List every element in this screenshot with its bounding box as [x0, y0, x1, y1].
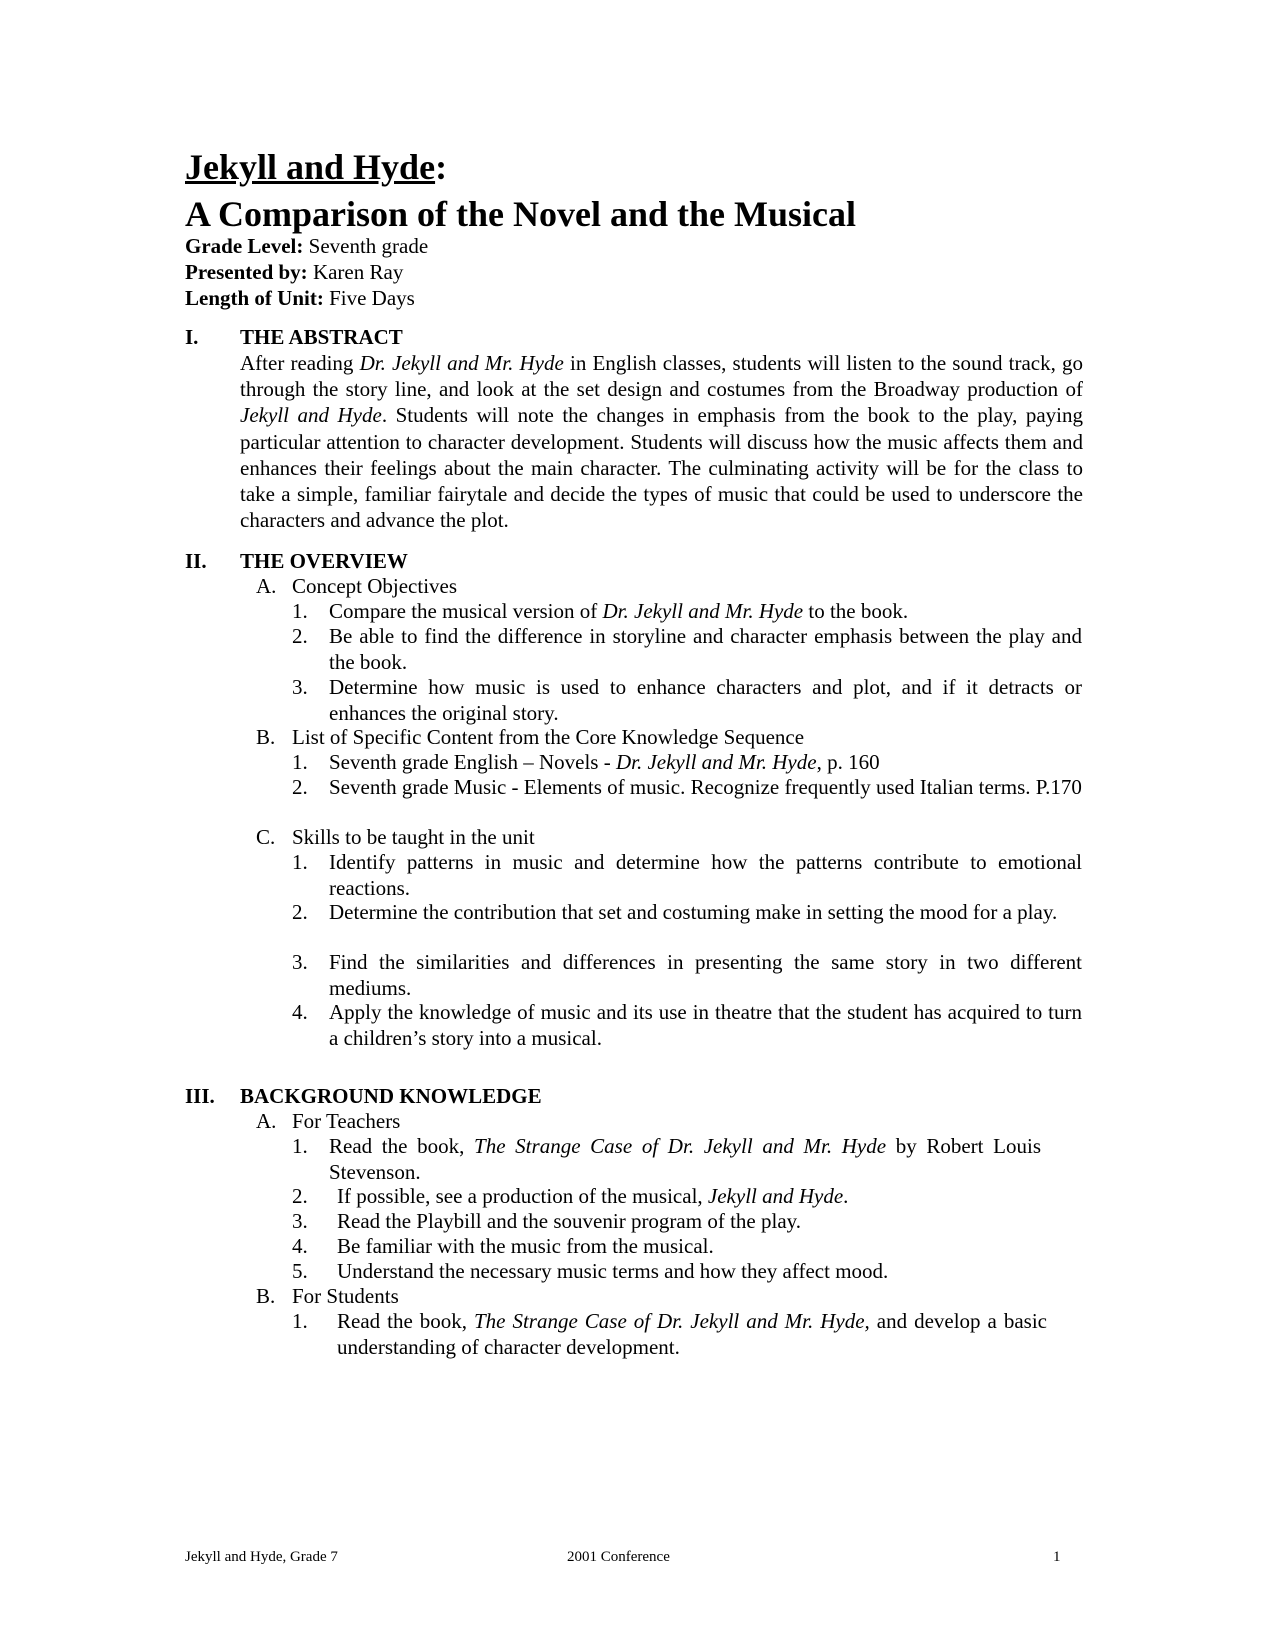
list-text: Be able to find the difference in storyline and character emphasis between the play and the book.	[329, 624, 1082, 674]
list-text-italic: Jekyll and Hyde	[707, 1184, 844, 1208]
overview-c-title: Skills to be taught in the unit	[292, 825, 535, 849]
list-item	[292, 1258, 1082, 1284]
list-number: 2.	[292, 900, 308, 924]
list-number: 2.	[292, 624, 308, 648]
list-text: Read the Playbill and the souvenir program of the play.	[337, 1209, 802, 1233]
length-value: Five Days	[329, 286, 415, 310]
presenter-label: Presented by:	[185, 260, 308, 284]
footer-left: Jekyll and Hyde, Grade 7	[185, 1549, 338, 1565]
list-number: 5.	[292, 1259, 308, 1283]
list-item	[292, 749, 1082, 775]
overview-a-title: Concept Objectives	[292, 574, 458, 598]
list-text: Understand the necessary music terms and how they affect mood.	[337, 1259, 889, 1283]
list-text-part: Compare the musical version of	[329, 599, 603, 623]
list-text-part: and develop a basic understanding of character development.	[337, 1309, 1047, 1359]
footer-center: 2001 Conference	[567, 1549, 670, 1565]
list-text-part: to the book.	[803, 599, 909, 623]
list-text	[337, 1183, 1082, 1209]
background-b-title: For Students	[292, 1284, 399, 1308]
list-number: 2.	[292, 775, 308, 799]
background-a-title: For Teachers	[292, 1109, 401, 1133]
overview-a-label: A.	[256, 574, 277, 598]
list-item	[292, 999, 1082, 1051]
list-item	[292, 598, 1082, 624]
abstract-title-italic-1: Dr. Jekyll and Mr. Hyde	[359, 351, 564, 375]
abstract-text-2: in English classes, students will listen to the sound track, go through the story line, and look at the set design and costumes from the Broadway production of	[240, 351, 1083, 402]
section-numeral-abstract: I.	[185, 325, 199, 349]
list-text-part: Seventh grade English – Novels -	[329, 750, 616, 774]
length-label: Length of Unit:	[185, 286, 324, 310]
section-heading-background: BACKGROUND KNOWLEDGE	[240, 1084, 542, 1108]
grade-level-label: Grade Level:	[185, 234, 304, 258]
presenter-value: Karen Ray	[312, 260, 404, 284]
document-subtitle: A Comparison of the Novel and the Musical	[185, 194, 857, 234]
title-colon: :	[435, 147, 448, 187]
list-number: 1.	[292, 1134, 308, 1158]
section-heading-abstract: THE ABSTRACT	[240, 325, 403, 349]
list-item	[292, 674, 1082, 726]
list-number: 4.	[292, 1234, 308, 1258]
title-underlined: Jekyll and Hyde	[185, 147, 436, 187]
document-title	[185, 145, 447, 189]
abstract-title-italic-2: Jekyll and Hyde	[240, 403, 382, 428]
list-text: Determine how music is used to enhance characters and plot, and if it detracts or enhances the original story.	[329, 675, 1082, 725]
list-text-part: Read the book,	[337, 1309, 474, 1333]
list-text-part: , p. 160	[816, 750, 880, 774]
list-item	[292, 1133, 1082, 1185]
list-item	[292, 849, 1082, 901]
grade-level-line	[185, 233, 428, 259]
list-text	[329, 749, 1082, 775]
list-text: Be familiar with the music from the musical.	[337, 1234, 714, 1258]
list-text-italic: Dr. Jekyll and Mr. Hyde	[615, 750, 817, 774]
abstract-text-3: . Students will note the changes in emphasis from the book to the play, paying particular attention to character development. Students will discuss how the music affects them and enhances their feelings about the main character. The culminating activity will be for the class to take a simple, familiar fairytale and decide the types of music that could be used to underscore the characters and advance the plot.	[240, 403, 1083, 533]
list-text-italic: Dr. Jekyll and Mr. Hyde	[602, 599, 804, 623]
background-a-label: A.	[256, 1109, 277, 1133]
list-text-italic: The Strange Case of Dr. Jekyll and Mr. Hyde	[474, 1134, 887, 1158]
list-item	[292, 1233, 1082, 1259]
list-text: Identify patterns in music and determine how the patterns contribute to emotional reactions.	[329, 850, 1082, 900]
list-item	[292, 1183, 1082, 1209]
abstract-text-1: After reading	[240, 351, 360, 375]
list-number: 2.	[292, 1184, 308, 1208]
section-numeral-background: III.	[185, 1084, 215, 1108]
list-text-part: by Robert Louis Stevenson.	[329, 1134, 1041, 1184]
list-number: 3.	[292, 950, 308, 974]
list-item	[292, 623, 1082, 675]
list-item	[292, 899, 1082, 951]
list-text	[337, 1308, 1047, 1360]
list-text-part: .	[843, 1184, 849, 1208]
overview-c-label: C.	[256, 825, 276, 849]
list-number: 3.	[292, 675, 308, 699]
footer-page-number: 1	[1053, 1549, 1061, 1565]
list-item	[292, 774, 1082, 826]
list-text: Apply the knowledge of music and its use in theatre that the student has acquired to turn a children’s story into a musical.	[329, 1000, 1082, 1050]
list-text	[329, 598, 1082, 624]
grade-level-value: Seventh grade	[308, 234, 429, 258]
list-number: 3.	[292, 1209, 308, 1233]
list-text: Seventh grade Music - Elements of music. Recognize frequently used Italian terms. P.170	[329, 775, 1082, 799]
list-text: Find the similarities and differences in presenting the same story in two different mediums.	[329, 950, 1082, 1000]
list-number: 1.	[292, 1309, 308, 1333]
list-item	[292, 1208, 1082, 1234]
list-text-italic: The Strange Case of Dr. Jekyll and Mr. Hyde,	[473, 1309, 870, 1333]
list-item	[292, 1308, 1082, 1360]
unit-meta	[185, 233, 428, 311]
abstract-paragraph	[240, 350, 1083, 533]
list-item	[292, 949, 1082, 1001]
list-number: 1.	[292, 750, 308, 774]
presenter-line	[185, 259, 428, 285]
list-number: 1.	[292, 850, 308, 874]
background-b-label: B.	[256, 1284, 276, 1308]
section-numeral-overview: II.	[185, 549, 207, 573]
list-text-part: If possible, see a production of the musical,	[337, 1184, 708, 1208]
list-number: 1.	[292, 599, 308, 623]
section-heading-overview: THE OVERVIEW	[240, 549, 408, 573]
list-text: Determine the contribution that set and costuming make in setting the mood for a play.	[329, 900, 1058, 924]
list-text-part: Read the book,	[329, 1134, 475, 1158]
list-text	[329, 1133, 1041, 1185]
overview-b-label: B.	[256, 725, 276, 749]
length-line	[185, 285, 428, 311]
overview-b-title: List of Specific Content from the Core Knowledge Sequence	[292, 725, 805, 749]
list-number: 4.	[292, 1000, 308, 1024]
